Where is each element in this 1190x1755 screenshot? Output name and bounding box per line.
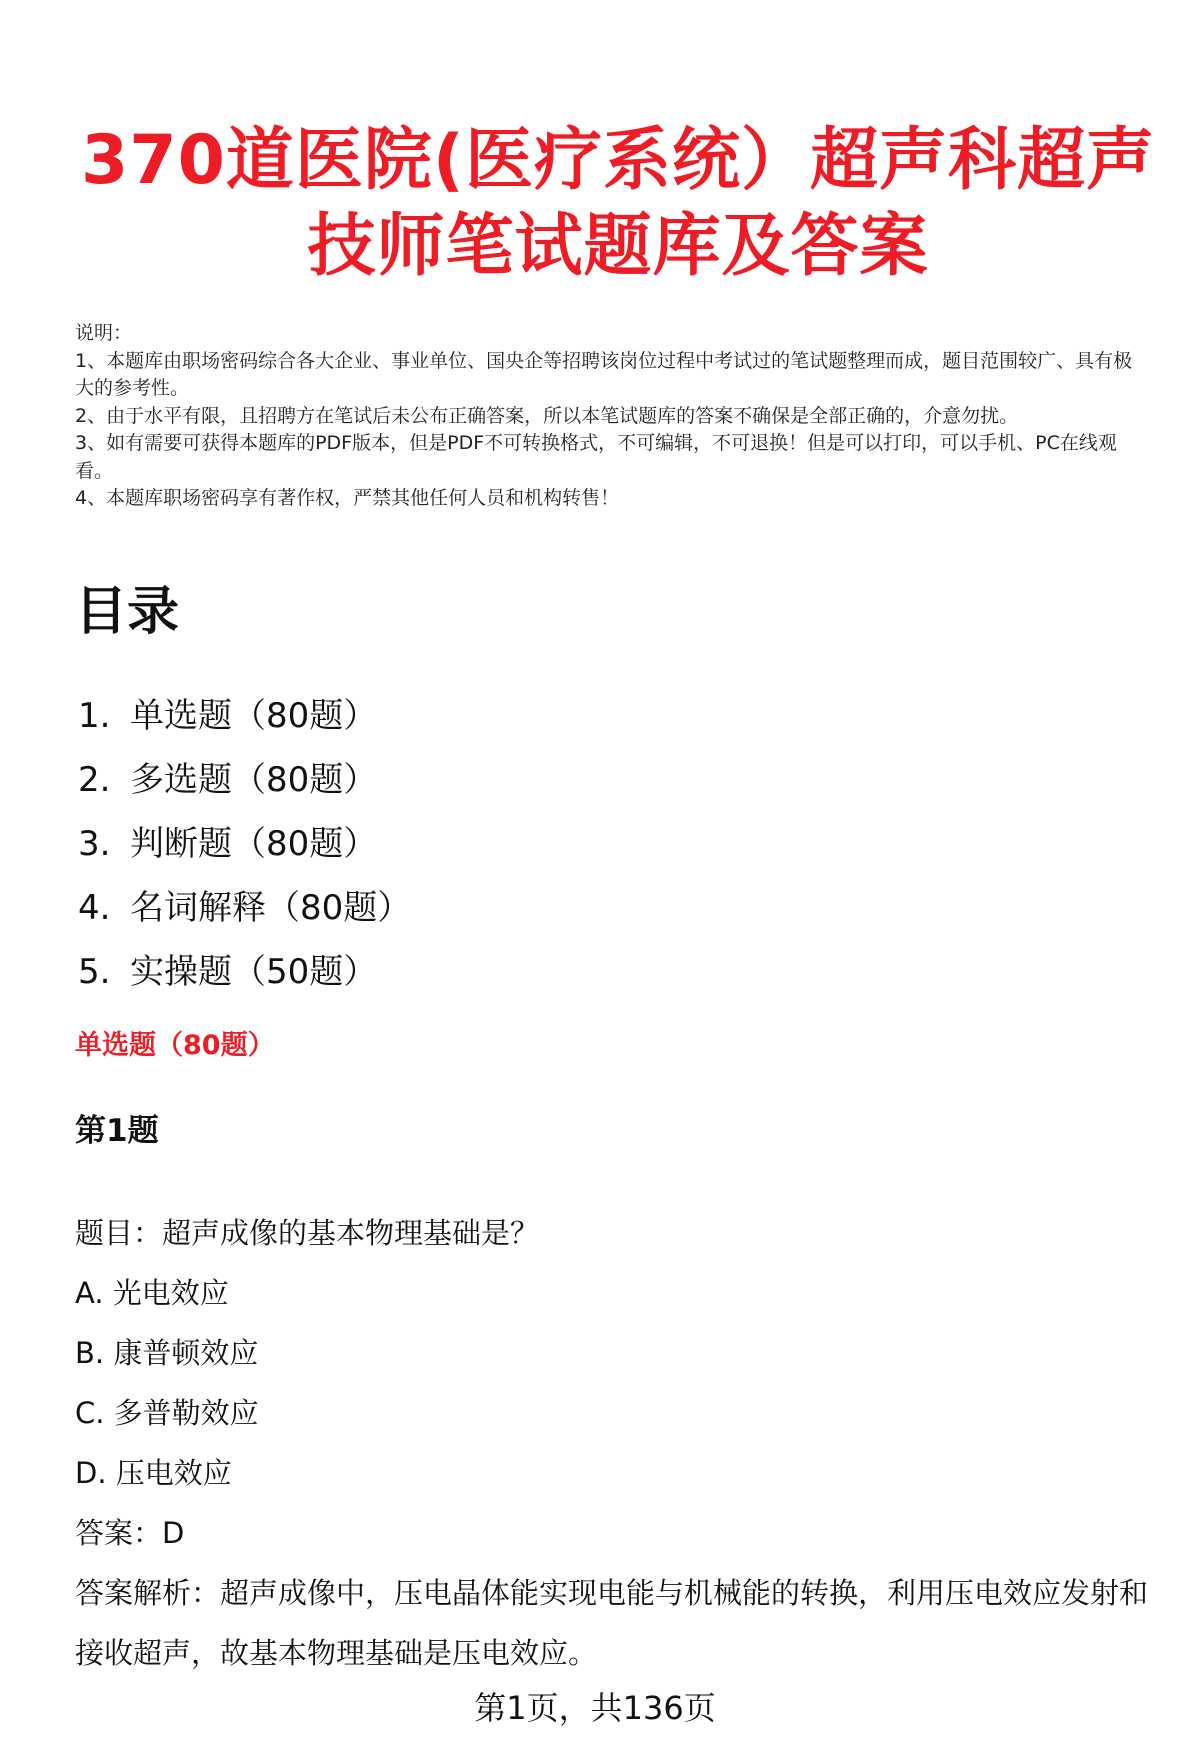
notes-item-4: 4、本题库职场密码享有著作权，严禁其他任何人员和机构转售！ <box>75 487 620 509</box>
notes-item-2: 2、由于水平有限，且招聘方在笔试后未公布正确答案，所以本笔试题库的答案不确保是全部正确的，介意勿扰。 <box>75 404 1019 427</box>
page-footer: 第1页，共136页 <box>474 1689 716 1727</box>
answer-explanation: 答案解析：超声成像中，压电晶体能实现电能与机械能的转换，利用压电效应发射和接收超声，故基本物理基础是压电效应。 <box>75 1576 1149 1670</box>
option-a: A. 光电效应 <box>75 1276 229 1310</box>
toc-item-number: 4. <box>78 888 111 928</box>
option-d: D. 压电效应 <box>75 1456 232 1490</box>
question-prompt: 题目：超声成像的基本物理基础是？ <box>75 1216 540 1250</box>
notes-block <box>75 320 1145 513</box>
toc-heading: 目录 <box>75 582 180 642</box>
toc-item-5[interactable] <box>78 940 411 1004</box>
question-block <box>75 1203 1165 1683</box>
toc-item-number: 2. <box>78 760 111 800</box>
section-title: 单选题（80题） <box>75 1030 275 1061</box>
toc-item-number: 1. <box>78 696 111 736</box>
notes-item-1: 1、本题库由职场密码综合各大企业、事业单位、国央企等招聘该岗位过程中考试过的笔试题整理而成，题目范围较广、具有极大的参考性。 <box>75 349 1133 399</box>
question-number: 第1题 <box>75 1113 159 1149</box>
notes-label: 说明： <box>75 322 133 344</box>
toc-item-4[interactable] <box>78 876 411 940</box>
notes-item-3: 3、如有需要可获得本题库的PDF版本，但是PDF不可转换格式，不可编辑，不可退换！但是可以打印，可以手机、PC在线观看。 <box>75 432 1117 482</box>
toc-item-label: 判断题（80题） <box>130 824 378 864</box>
toc-item-number: 5. <box>78 952 111 992</box>
toc-item-label: 实操题（50题） <box>130 952 378 992</box>
toc-item-3[interactable] <box>78 812 411 876</box>
toc-item-label: 多选题（80题） <box>130 760 378 800</box>
toc-item-number: 3. <box>78 824 111 864</box>
toc-list <box>78 684 411 1004</box>
document-title <box>60 118 1176 290</box>
toc-item-1[interactable] <box>78 684 411 748</box>
option-b: B. 康普顿效应 <box>75 1336 259 1370</box>
option-c: C. 多普勒效应 <box>75 1396 259 1430</box>
title-line-1: 370道医院(医疗系统）超声科超声 <box>80 121 1156 200</box>
toc-item-label: 名词解释（80题） <box>130 888 412 928</box>
answer: 答案：D <box>75 1516 185 1550</box>
toc-item-2[interactable] <box>78 748 411 812</box>
title-line-2: 技师笔试题库及答案 <box>307 207 929 286</box>
toc-item-label: 单选题（80题） <box>130 696 378 736</box>
